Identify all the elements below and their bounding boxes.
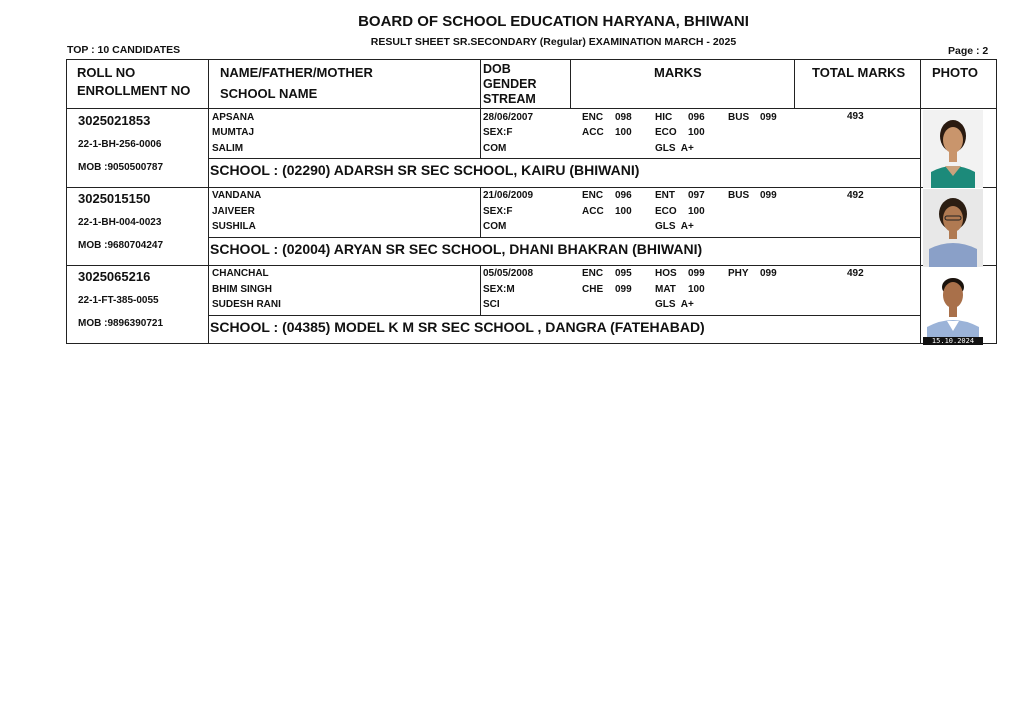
header-enrollment-no: ENROLLMENT NO bbox=[77, 83, 191, 98]
mobile-number: MOB :9050500787 bbox=[78, 162, 164, 173]
col-divider bbox=[480, 265, 481, 316]
enrollment-number: 22-1-BH-004-0023 bbox=[78, 217, 162, 228]
school-name: SCHOOL : (04385) MODEL K M SR SEC SCHOOL , DANGRA (FATEHABAD) bbox=[210, 319, 705, 335]
candidate-photo bbox=[923, 267, 983, 345]
header-dob: DOB bbox=[483, 62, 511, 76]
total-marks: 493 bbox=[847, 111, 864, 122]
dob-value: 21/06/2009 bbox=[483, 190, 534, 201]
subject-mark: 099 bbox=[688, 268, 705, 279]
roll-number: 3025065216 bbox=[78, 269, 151, 284]
mother-name: SALIM bbox=[212, 143, 244, 154]
father-name: MUMTAJ bbox=[212, 127, 255, 138]
header-stream: STREAM bbox=[483, 92, 536, 106]
subject-code: PHY bbox=[728, 268, 749, 279]
mobile-number: MOB :9896390721 bbox=[78, 318, 164, 329]
enrollment-number: 22-1-BH-256-0006 bbox=[78, 139, 162, 150]
subject-mark: 100 bbox=[688, 206, 705, 217]
subject-mark: 100 bbox=[688, 284, 705, 295]
subject-mark: 100 bbox=[688, 127, 705, 138]
stream-value: COM bbox=[483, 143, 507, 154]
total-marks: 492 bbox=[847, 190, 864, 201]
header-divider bbox=[67, 108, 996, 109]
subject-code: CHE bbox=[582, 284, 604, 295]
mobile-number: MOB :9680704247 bbox=[78, 240, 164, 251]
candidate-photo bbox=[923, 189, 983, 267]
header-marks: MARKS bbox=[654, 65, 702, 80]
school-name: SCHOOL : (02290) ADARSH SR SEC SCHOOL, KAIRU (BHIWANI) bbox=[210, 162, 640, 178]
sex-value: SEX:M bbox=[483, 284, 515, 295]
stream-value: SCI bbox=[483, 299, 500, 310]
board-title: BOARD OF SCHOOL EDUCATION HARYANA, BHIWANI bbox=[358, 13, 749, 30]
col-divider bbox=[480, 60, 481, 109]
header-name: NAME/FATHER/MOTHER bbox=[220, 65, 373, 80]
header-school-name: SCHOOL NAME bbox=[220, 86, 318, 101]
subject-code: BUS bbox=[728, 112, 750, 123]
subject-code: HOS bbox=[655, 268, 677, 279]
stream-value: COM bbox=[483, 221, 507, 232]
candidate-name: CHANCHAL bbox=[212, 268, 269, 279]
top-candidates-label: TOP : 10 CANDIDATES bbox=[67, 44, 181, 56]
school-divider bbox=[208, 315, 920, 316]
subject-mark: 096 bbox=[615, 190, 632, 201]
subject-mark: 100 bbox=[615, 206, 632, 217]
candidate-photo bbox=[923, 110, 983, 188]
gls-grade: GLS A+ bbox=[655, 221, 694, 232]
col-divider bbox=[480, 187, 481, 238]
row-divider bbox=[67, 187, 996, 188]
dob-value: 05/05/2008 bbox=[483, 268, 534, 279]
candidate-name: VANDANA bbox=[212, 190, 262, 201]
father-name: JAIVEER bbox=[212, 206, 255, 217]
subject-mark: 099 bbox=[760, 268, 777, 279]
subject-mark: 095 bbox=[615, 268, 632, 279]
sex-value: SEX:F bbox=[483, 127, 513, 138]
total-marks: 492 bbox=[847, 268, 864, 279]
header-total-marks: TOTAL MARKS bbox=[812, 65, 906, 80]
father-name: BHIM SINGH bbox=[212, 284, 272, 295]
col-divider bbox=[208, 60, 209, 343]
subject-mark: 099 bbox=[760, 190, 777, 201]
gls-grade: GLS A+ bbox=[655, 299, 694, 310]
subject-mark: 099 bbox=[615, 284, 632, 295]
dob-value: 28/06/2007 bbox=[483, 112, 534, 123]
subject-code: MAT bbox=[655, 284, 676, 295]
subject-code: ENT bbox=[655, 190, 675, 201]
subject-code: ECO bbox=[655, 206, 677, 217]
subject-code: ENC bbox=[582, 190, 604, 201]
result-sheet-subtitle: RESULT SHEET SR.SECONDARY (Regular) EXAMINATION MARCH - 2025 bbox=[370, 36, 737, 48]
header-photo: PHOTO bbox=[932, 65, 978, 80]
school-divider bbox=[208, 158, 920, 159]
page-number: Page : 2 bbox=[948, 45, 989, 57]
subject-mark: 098 bbox=[615, 112, 632, 123]
subject-mark: 097 bbox=[688, 190, 705, 201]
col-divider bbox=[570, 60, 571, 109]
col-divider bbox=[794, 60, 795, 109]
subject-code: BUS bbox=[728, 190, 750, 201]
enrollment-number: 22-1-FT-385-0055 bbox=[78, 295, 159, 306]
sex-value: SEX:F bbox=[483, 206, 513, 217]
school-divider bbox=[208, 237, 920, 238]
col-divider bbox=[920, 60, 921, 343]
mother-name: SUDESH RANI bbox=[212, 299, 281, 310]
header-roll-no: ROLL NO bbox=[77, 65, 136, 80]
school-name: SCHOOL : (02004) ARYAN SR SEC SCHOOL, DHANI BHAKRAN (BHIWANI) bbox=[210, 241, 703, 257]
subject-code: ENC bbox=[582, 112, 604, 123]
subject-code: ACC bbox=[582, 127, 604, 138]
subject-mark: 099 bbox=[760, 112, 777, 123]
subject-code: ECO bbox=[655, 127, 677, 138]
person-portrait-icon bbox=[923, 189, 983, 267]
col-divider bbox=[480, 108, 481, 159]
photo-date-stamp: 15.10.2024 bbox=[923, 337, 983, 345]
header-gender: GENDER bbox=[483, 77, 537, 91]
roll-number: 3025015150 bbox=[78, 191, 151, 206]
person-portrait-icon bbox=[923, 267, 983, 345]
gls-grade: GLS A+ bbox=[655, 143, 694, 154]
roll-number: 3025021853 bbox=[78, 113, 151, 128]
subject-code: HIC bbox=[655, 112, 673, 123]
candidate-name: APSANA bbox=[212, 112, 255, 123]
person-portrait-icon bbox=[923, 110, 983, 188]
subject-code: ENC bbox=[582, 268, 604, 279]
row-divider bbox=[67, 265, 996, 266]
result-table bbox=[66, 59, 997, 344]
subject-mark: 096 bbox=[688, 112, 705, 123]
subject-mark: 100 bbox=[615, 127, 632, 138]
subject-code: ACC bbox=[582, 206, 604, 217]
mother-name: SUSHILA bbox=[212, 221, 256, 232]
